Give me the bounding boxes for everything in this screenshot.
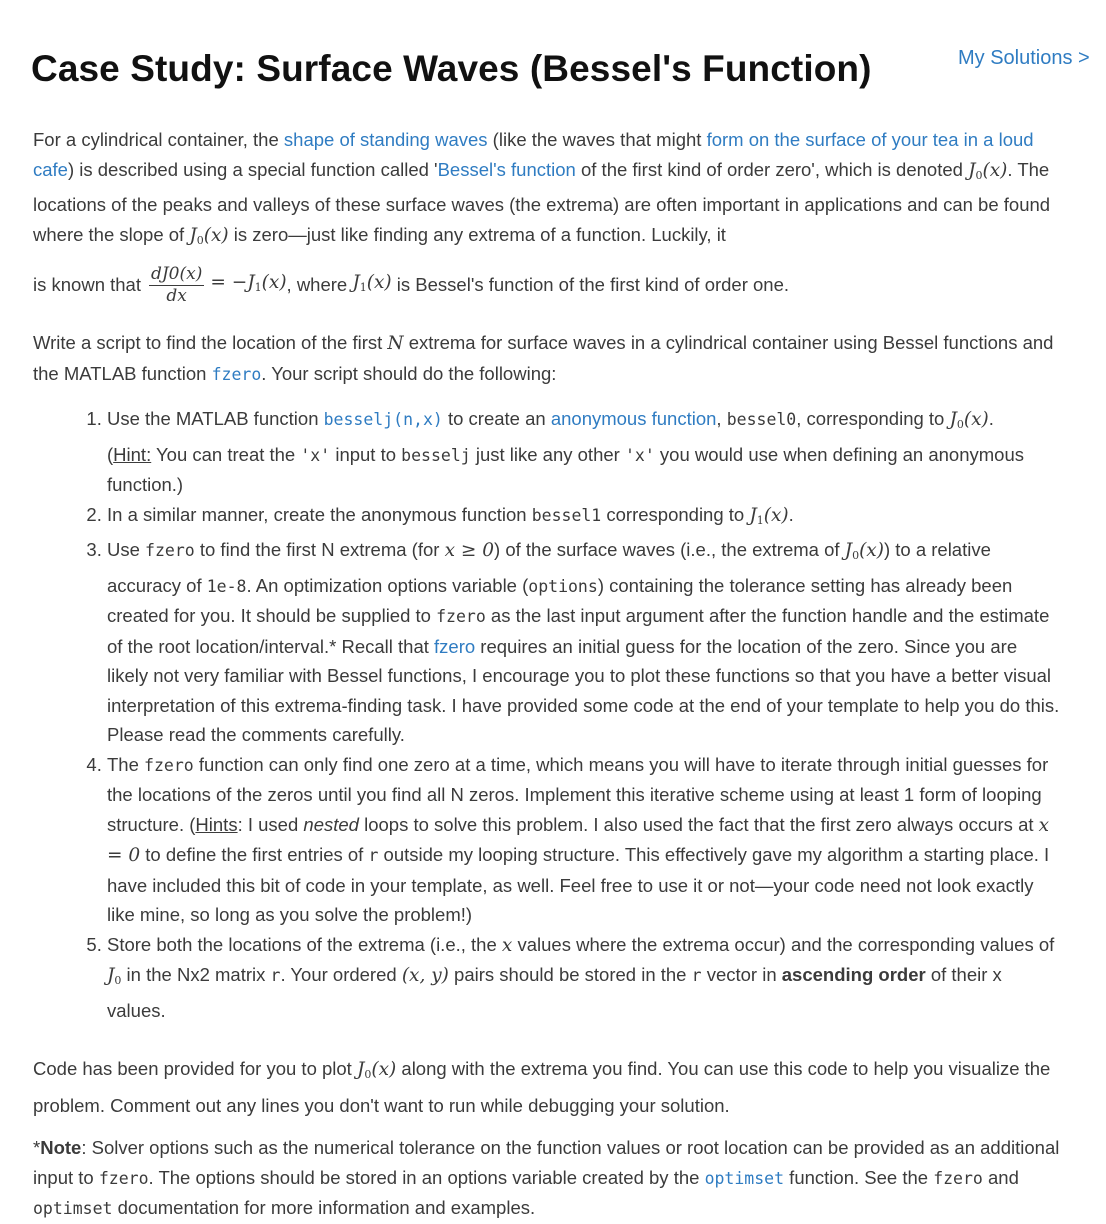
paragraph-text: Code has been provided for you to plot	[33, 1058, 357, 1079]
code-fzero: fzero	[144, 755, 194, 775]
intro-text: of the first kind of order zero', which is denoted	[575, 158, 969, 180]
fzero-link[interactable]: fzero	[211, 364, 262, 384]
math-x-geq-0: x ≥ 0	[444, 540, 495, 561]
intro-text: (like the waves that might	[487, 129, 707, 150]
step-text: in the Nx2 matrix	[121, 964, 271, 985]
math-j0x: $J_0(x)$	[968, 159, 1008, 182]
fraction-numerator: dJ0(x)	[150, 264, 203, 284]
paragraph-text: along with the extrema you find. You can use this code to help you visualize the problem. Comment out any lines you don't want to run while debugging your solution.	[33, 1058, 1051, 1116]
intro-paragraph	[33, 125, 1063, 255]
code-r: r	[270, 966, 281, 985]
note-text: and	[982, 1166, 1019, 1188]
step-text: . An optimization options variable (	[246, 574, 529, 596]
step-text: values where the extrema occur) and the corresponding values of	[512, 933, 1055, 955]
note-label: Note	[40, 1137, 82, 1158]
note-text: : Solver options such as the numerical tolerance on the function values or root location can be provided as an additional input to	[33, 1137, 1060, 1188]
math-j0x: $J_0(x)$	[356, 1059, 397, 1081]
step-4	[107, 750, 1063, 930]
note-asterisk: *	[33, 1137, 41, 1158]
bessel-function-link[interactable]: Bessel's function	[437, 158, 576, 180]
step-text: you would use when defining an anonymous function.)	[107, 443, 1024, 495]
code-tolerance: 1e-8	[206, 576, 247, 596]
step-text: ,	[716, 408, 727, 429]
math-xy-pair: (x, y)	[401, 965, 449, 986]
math-j1x: $J_1(x)$	[352, 271, 392, 294]
fraction-denominator: dx	[166, 286, 187, 306]
steps-list	[33, 404, 1063, 1025]
step-text: In a similar manner, create the anonymous function	[107, 503, 532, 525]
note-text: documentation for more information and examples.	[112, 1197, 536, 1218]
step-text: ) to a relative accuracy of	[107, 539, 991, 596]
code-besselj: besselj	[401, 445, 471, 465]
derivative-fraction	[149, 264, 204, 306]
code-fzero: fzero	[933, 1168, 983, 1188]
step-text: just like any other	[470, 443, 625, 465]
code-bessel0: bessel0	[726, 410, 797, 429]
code-bessel1: bessel1	[531, 505, 602, 525]
equation-lead-text: is known that	[33, 274, 141, 296]
note-text: . The options should be stored in an options variable created by the	[148, 1166, 705, 1188]
step-text: to create an	[442, 408, 551, 429]
page-title: Case Study: Surface Waves (Bessel's Function)	[31, 48, 872, 89]
math-j0x: $J_0(x)$	[949, 409, 989, 431]
step-text: Use the MATLAB function	[107, 408, 324, 429]
equation-text: , where	[286, 274, 353, 296]
derivative-equation-line	[33, 257, 1063, 313]
ascending-order-emphasis: ascending order	[781, 964, 926, 985]
step-text: ) containing the tolerance setting has already been created for you. It should be supplied to	[107, 574, 1013, 626]
equation-text: is Bessel's function of the first kind of order one.	[391, 274, 790, 296]
math-j0x: $J_0(x)$	[189, 224, 229, 247]
step-1: 1. Use the MATLAB function besselj(n,x) to create an anonymous function, bessel0, corresponding to $J_0(x)$. (Hint: You can treat the 'x' input to besselj just like any other 'x' you would use when defining an anonymous function.)	[107, 404, 1063, 500]
code-fzero: fzero	[145, 541, 195, 560]
code-fzero: fzero	[98, 1168, 149, 1188]
step-text: loops to solve this problem. I also used the fact that the first zero always occurs at	[358, 813, 1039, 835]
code-r: r	[691, 966, 702, 985]
math-n: N	[387, 333, 404, 354]
math-j0x: $J_0(x)$	[844, 540, 884, 562]
my-solutions-link[interactable]: My Solutions >	[958, 47, 1090, 69]
nested-emphasis: nested	[303, 813, 359, 835]
step-text: outside my looping structure. This effectively gave my algorithm a starting place. I have included this bit of code in your template, as well. Feel free to use it or not—your code need not look exactly like mine, so long as you solve the problem!)	[107, 844, 1050, 925]
step-3	[107, 535, 1063, 750]
task-text: Write a script to find the location of the first	[33, 332, 388, 353]
step-text: input to	[330, 443, 402, 465]
note-text: function. See the	[784, 1166, 934, 1188]
code-fzero: fzero	[436, 607, 486, 626]
code-r: r	[368, 846, 379, 865]
step-text: .	[788, 503, 794, 525]
hints-label: Hints	[195, 813, 238, 835]
math-j1x: $J_1(x)$	[749, 504, 789, 527]
step-text: function can only find one zero at a time, which means you will have to iterate through initial guesses for the locations of the zeros until you find all N zeros. Implement this iterative scheme using at least 1 form of looping structure. (	[107, 753, 1049, 835]
optimset-link[interactable]: optimset	[704, 1168, 785, 1188]
step-text: Use	[107, 539, 146, 560]
code-options: options	[528, 576, 598, 596]
step-text: Store both the locations of the extrema (i.e., the	[107, 933, 502, 955]
code-optimset: optimset	[33, 1199, 113, 1218]
anonymous-function-link[interactable]: anonymous function	[550, 408, 717, 429]
step-text: The	[107, 753, 145, 775]
math-j0: $J_0$	[107, 965, 122, 987]
task-text: extrema for surface waves in a cylindrical container using Bessel functions and the MATLAB function	[33, 332, 1054, 384]
step-text: .	[988, 408, 994, 429]
code-x: 'x'	[300, 445, 331, 465]
step-text: to find the first N extrema (for	[194, 539, 445, 560]
step-text: to define the first entries of	[140, 844, 369, 865]
intro-text: ) is described using a special function called '	[67, 158, 438, 180]
intro-text: . The locations of the peaks and valleys of these surface waves (the extrema) are often important in applications and can be found where the slope of	[33, 158, 1051, 245]
hint-label: Hint:	[113, 443, 152, 465]
problem-description	[33, 125, 1063, 1224]
step-2	[107, 500, 1063, 536]
step-text: You can treat the	[151, 443, 301, 465]
besselj-link[interactable]: besselj(n,x)	[323, 410, 443, 429]
code-x: 'x'	[624, 445, 655, 465]
step-5	[107, 930, 1063, 1026]
math-x-eq-0: x = 0	[107, 814, 1050, 866]
intro-text: For a cylindrical container, the	[33, 129, 284, 150]
task-text: . Your script should do the following:	[261, 362, 557, 384]
step-text: vector in	[701, 964, 782, 985]
step-text: corresponding to	[601, 503, 750, 525]
step-text: of their x values.	[107, 964, 1002, 1021]
standing-waves-link[interactable]: shape of standing waves	[283, 129, 488, 150]
fzero-doc-link[interactable]: fzero	[434, 635, 476, 657]
step-text: . Your ordered	[280, 964, 402, 985]
step-text: : I used	[237, 813, 304, 835]
step-text: , corresponding to	[796, 408, 950, 429]
plot-code-paragraph	[33, 1053, 1063, 1121]
intro-text: is zero—just like finding any extrema of a function. Luckily, it	[228, 223, 726, 245]
note-paragraph	[33, 1133, 1063, 1224]
math-x: x	[501, 934, 513, 956]
step-text: ) of the surface waves (i.e., the extrema of	[494, 539, 845, 560]
equation-rhs: = $-J_1(x)$	[210, 271, 287, 294]
step-text: as the last input argument after the function handle and the estimate of the root location/interval.* Recall that	[107, 605, 1050, 657]
step-text: pairs should be stored in the	[448, 964, 692, 985]
task-paragraph	[33, 328, 1063, 389]
tea-cafe-link[interactable]: form on the surface of your tea in a loud cafe	[33, 129, 1034, 180]
step-text: requires an initial guess for the location of the zero. Since you are likely not very familiar with Bessel functions, I encourage you to plot these functions so that you have a better visual interpretation of this extrema-finding task. I have provided some code at the end of your template to help you do this. Please read the comments carefully.	[107, 635, 1060, 745]
